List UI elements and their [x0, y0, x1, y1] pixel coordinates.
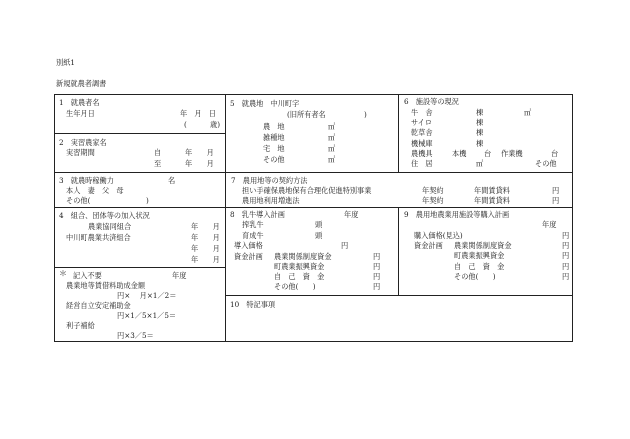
facility-silo: サイロ	[411, 118, 433, 127]
cattle-plan-heading: 8 乳牛導入計画	[230, 210, 285, 219]
land-unit-2: ㎡	[328, 133, 336, 142]
training-farm-heading: 2 実習農家名	[59, 138, 107, 147]
facility-equipment: 農機具	[411, 149, 433, 158]
age-open: (	[184, 120, 187, 129]
cattle-source-3-yen: 円	[373, 272, 381, 281]
contract-yen-1: 円	[552, 186, 560, 195]
remarks-heading: 10 特記事項	[230, 300, 276, 309]
office-use-line4: 円×1／5×1／5＝	[117, 311, 177, 320]
purchase-source-2: 町農業振興資金	[454, 251, 505, 260]
cattle-price: 導入価格	[234, 241, 263, 250]
cattle-source-4: その他( )	[274, 282, 316, 291]
office-use-line3: 経営自立安定補助金	[66, 301, 131, 310]
cattle-source-3: 自 己 資 金	[274, 272, 325, 281]
facility-hay-shed-unit: 棟	[476, 128, 484, 137]
cattle-source-2-yen: 円	[373, 262, 381, 271]
contract-term-2: 年契約	[422, 196, 444, 205]
contract-rent-2: 年間賃貸料	[474, 196, 510, 205]
facility-hay-shed: 乾草舎	[411, 128, 433, 137]
land-type-misc: 雑種地	[263, 133, 285, 142]
office-use-year: 年度	[172, 271, 187, 280]
facility-equipment-unit2: 台	[484, 149, 492, 158]
membership-row3-ym: 年 月	[191, 244, 220, 253]
purchase-source-4-yen: 円	[562, 272, 570, 281]
page-title: 新規就農者調書	[56, 79, 107, 88]
contract-heading: 7 農用地等の契約方法	[231, 176, 308, 185]
facility-barn-area: ㎡	[524, 108, 532, 117]
land-type-farmland: 農 地	[263, 122, 285, 131]
office-use-line2: 円× 月×1／2＝	[117, 291, 177, 300]
contract-law: 農用地利用増進法	[242, 196, 300, 205]
membership-row4-ym: 年 月	[191, 255, 220, 264]
workforce-other-close: )	[146, 196, 149, 205]
former-owner-close: )	[364, 110, 367, 119]
contract-yen-2: 円	[552, 196, 560, 205]
birth-date-ymd: 年 月 日	[180, 109, 216, 118]
purchase-funding: 資金計画	[414, 241, 443, 250]
office-use-star: ＊	[59, 269, 67, 278]
purchase-source-2-yen: 円	[562, 251, 570, 260]
birth-date-label: 生年月日	[66, 109, 95, 118]
purchase-price-yen: 円	[562, 231, 570, 240]
facility-barn-unit: 棟	[476, 108, 484, 117]
facility-silo-unit: 棟	[476, 118, 484, 127]
purchase-price: 購入価格(見込)	[414, 231, 463, 240]
contract-rent-1: 年間賃貸料	[474, 186, 510, 195]
workforce-heading: 3 就農時稼働力	[59, 176, 114, 185]
farmer-name-heading: 1 就農者名	[59, 98, 100, 107]
contract-term-1: 年契約	[422, 186, 444, 195]
land-unit-3: ㎡	[328, 144, 336, 153]
cattle-source-2: 町農業振興資金	[274, 262, 325, 271]
facility-equipment-unit1: 本機	[452, 149, 467, 158]
facility-work-machine: 作業機	[501, 149, 523, 158]
cattle-source-1: 農業関係制度資金	[274, 252, 332, 261]
facility-residence: 住 居	[411, 159, 433, 168]
cattle-source-4-yen: 円	[373, 282, 381, 291]
purchase-source-3-yen: 円	[562, 262, 570, 271]
land-type-other: その他	[263, 155, 285, 164]
period-to-ym: 年 月	[185, 159, 214, 168]
land-unit-4: ㎡	[328, 155, 336, 164]
land-unit-1: ㎡	[328, 122, 336, 131]
facility-residence-area: ㎡	[476, 159, 484, 168]
facility-other: その他	[535, 159, 557, 168]
facility-barn: 牛 舎	[411, 108, 433, 117]
cattle-funding: 資金計画	[234, 252, 263, 261]
farmland-heading: 5 就農地 中川町字	[230, 99, 300, 108]
memberships-heading: 4 組合、団体等の加入状況	[59, 211, 150, 220]
annex-label: 別紙1	[56, 58, 75, 67]
cattle-price-yen: 円	[341, 241, 349, 250]
workforce-members: 本人 妻 父 母	[66, 186, 124, 195]
workforce-other: その他(	[66, 196, 91, 205]
facilities-heading: 6 施設等の現況	[404, 97, 459, 106]
purchase-plan-heading: 9 農用地農業用施設等購入計画	[404, 210, 510, 219]
contract-program: 担い手確保農地保有合理化促進特別事業	[242, 186, 372, 195]
period-from-ym: 年 月	[185, 148, 214, 157]
land-type-residential: 宅 地	[263, 144, 285, 153]
membership-mutual-aid-ym: 年 月	[191, 233, 220, 242]
period-to: 至	[154, 159, 162, 168]
cattle-source-1-yen: 円	[373, 252, 381, 261]
membership-jacoop: 農業協同組合	[88, 222, 132, 231]
training-period-label: 実習期間	[66, 148, 95, 157]
workforce-unit: 名	[168, 176, 176, 185]
cattle-heifer-unit: 頭	[315, 231, 323, 240]
age-close: 歳)	[210, 120, 220, 129]
cattle-heifer: 育成牛	[242, 231, 264, 240]
facility-work-machine-unit: 台	[551, 149, 559, 158]
former-owner-label: (旧所有者名	[287, 110, 326, 119]
cattle-milking: 搾乳牛	[242, 220, 264, 229]
membership-mutual-aid: 中川町農業共済組合	[66, 233, 131, 242]
period-from: 自	[154, 148, 162, 157]
office-use-heading: 記入不要	[73, 271, 102, 280]
purchase-plan-year: 年度	[542, 220, 557, 229]
cattle-plan-year: 年度	[344, 210, 359, 219]
facility-machine-shed: 機械庫	[411, 139, 433, 148]
office-use-line1: 農業地等賃借料助成金額	[66, 281, 146, 290]
facility-machine-shed-unit: 棟	[476, 139, 484, 148]
purchase-source-4: その他( )	[454, 272, 496, 281]
purchase-source-1: 農業関係制度資金	[454, 241, 512, 250]
purchase-source-1-yen: 円	[562, 241, 570, 250]
membership-jacoop-ym: 年 月	[191, 222, 220, 231]
cattle-milking-unit: 頭	[315, 220, 323, 229]
purchase-source-3: 自 己 資 金	[454, 262, 505, 271]
office-use-line6: 円×3／5＝	[117, 331, 154, 340]
office-use-line5: 利子補給	[66, 321, 95, 330]
